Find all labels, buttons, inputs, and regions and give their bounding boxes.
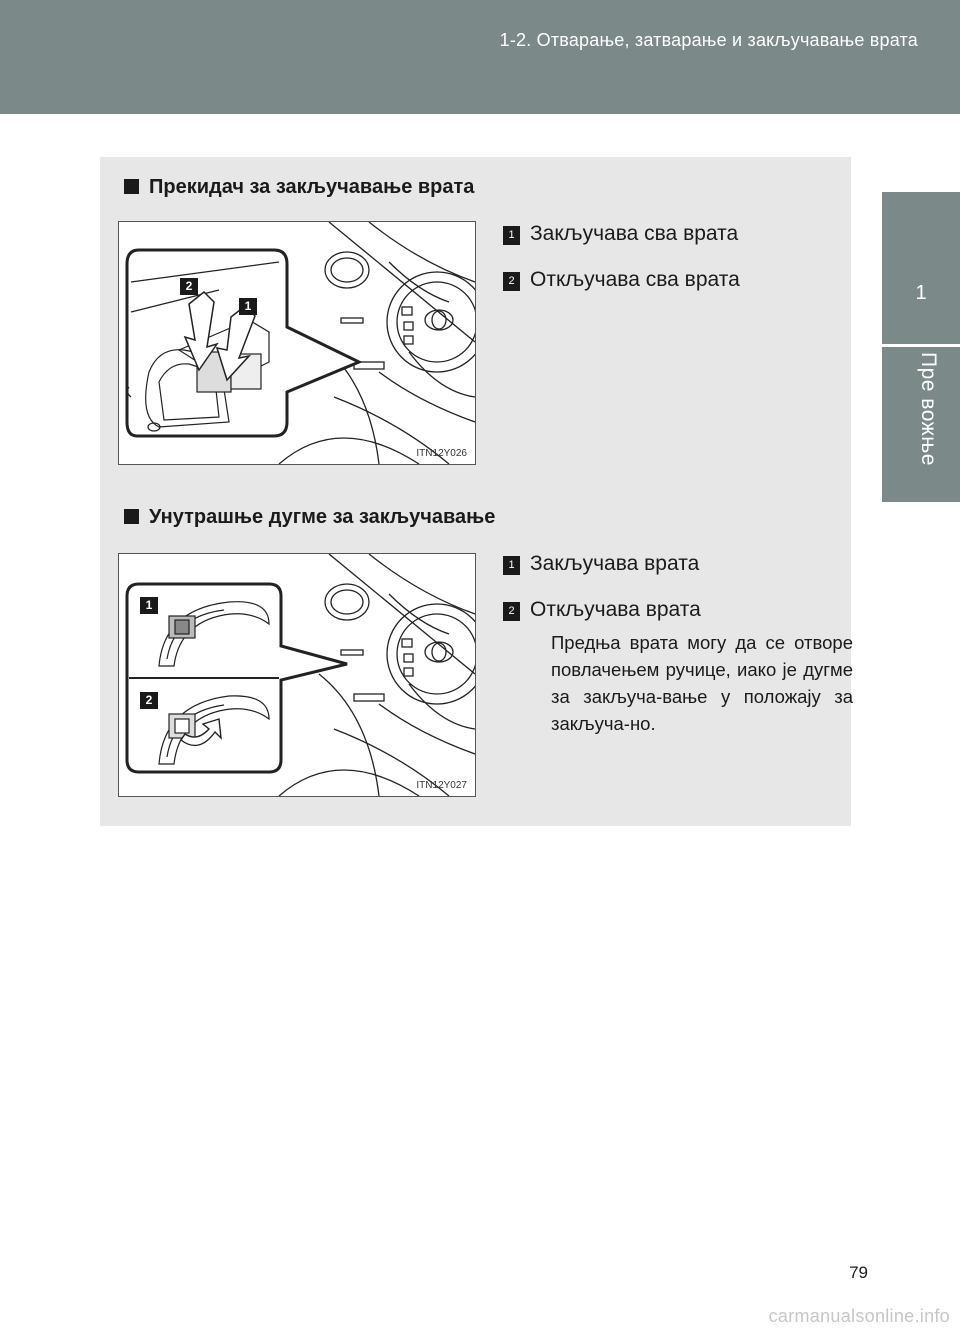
item-badge: 2 [503, 602, 520, 621]
page-header [0, 0, 960, 114]
item-text: Откључава врата [530, 598, 701, 621]
section2-title [124, 506, 495, 529]
section2-item-1 [503, 552, 699, 576]
inside-lock-button-figure [118, 553, 476, 797]
callout-badge-2: 2 [140, 692, 158, 709]
bullet-square-icon [124, 509, 139, 524]
door-lock-switch-illustration [119, 222, 475, 464]
section1-item-2 [503, 268, 740, 292]
side-tab-number: 1 [915, 282, 927, 304]
door-lock-switch-figure [118, 221, 476, 465]
callout-badge-1: 1 [239, 298, 257, 315]
item-badge: 1 [503, 226, 520, 245]
item-badge: 2 [503, 272, 520, 291]
inside-lock-button-illustration [119, 554, 475, 796]
watermark: carmanualsonline.info [768, 1306, 950, 1326]
item-badge: 1 [503, 556, 520, 575]
item-text: Откључава сва врата [530, 268, 740, 291]
item-text: Закључава врата [530, 552, 700, 575]
section1-title [124, 176, 474, 199]
callout-badge-1: 1 [140, 597, 158, 614]
bullet-square-icon [124, 179, 139, 194]
section1-title-text: Прекидач за закључавање врата [149, 176, 475, 198]
side-tab-number-box [882, 192, 960, 347]
section1-item-1 [503, 222, 738, 246]
page-number: 79 [849, 1263, 868, 1282]
section2-note: Предња врата могу да се отворе повлачењем ручице, иако је дугме за закључа-вање у положају за закључа-но. [551, 632, 853, 734]
item-text: Закључава сва врата [530, 222, 739, 245]
figure-code: ITN12Y026 [416, 448, 467, 459]
section2-item-2 [503, 598, 701, 622]
callout-badge-2: 2 [180, 278, 198, 295]
chapter-title: 1-2. Отварање, затварање и закључавање врата [499, 30, 918, 50]
section2-title-text: Унутрашње дугме за закључавање [149, 506, 496, 528]
figure-code: ITN12Y027 [416, 780, 467, 791]
side-tab-label: Пре вожње [917, 352, 940, 466]
